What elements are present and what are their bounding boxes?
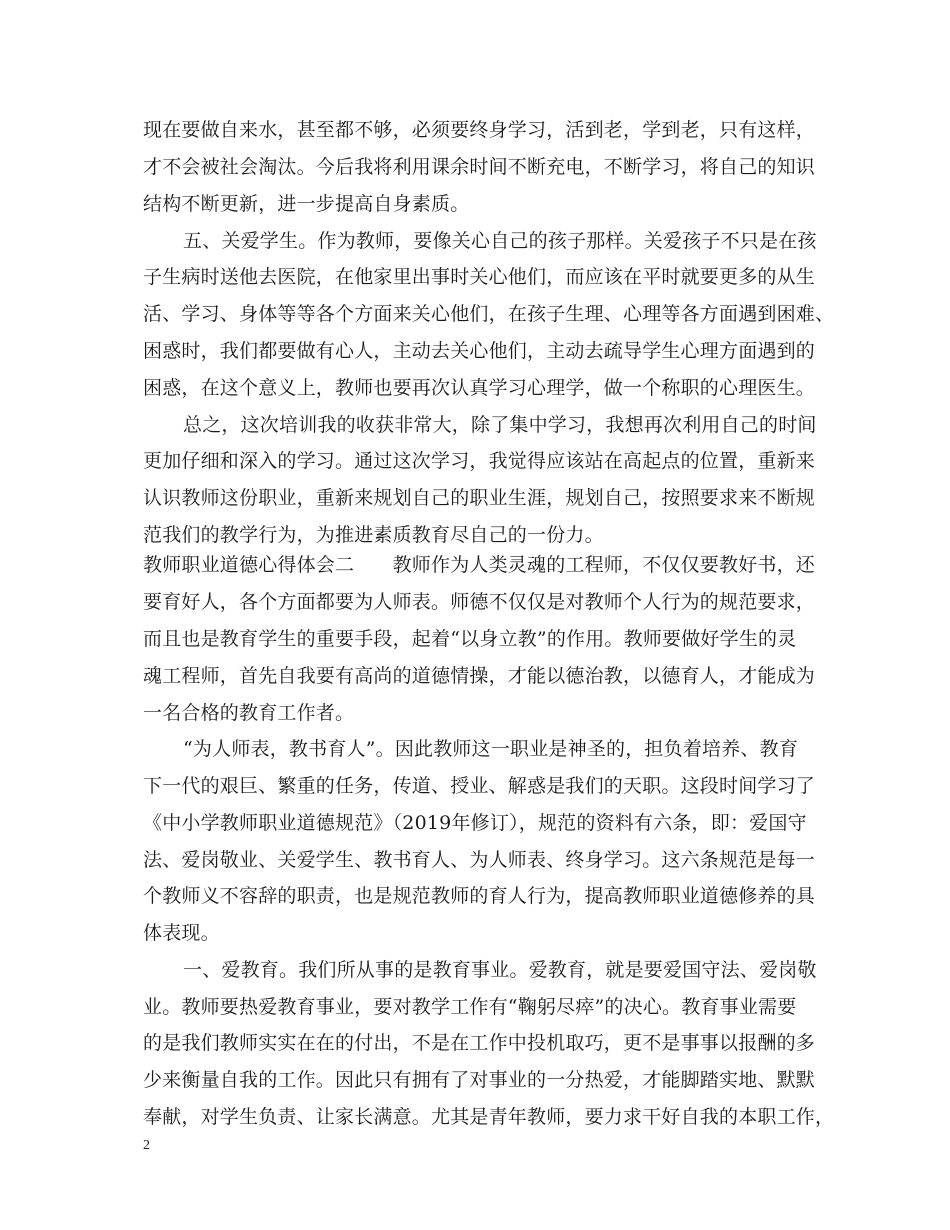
text-line: 才不会被社会淘汰。今后我将利用课余时间不断充电，不断学习，将自己的知识 xyxy=(143,156,816,178)
text-line: 魂工程师，首先自我要有高尚的道德情操，才能以德治教，以德育人，才能成为 xyxy=(143,665,816,687)
text-line: 《中小学教师职业道德规范》（2019年修订），规范的资料有六条，即：爱国守 xyxy=(143,812,807,834)
text-line: 的是我们教师实实在在的付出，不是在工作中投机取巧，更不是事事以报酬的多 xyxy=(143,1032,816,1054)
text-line: 而且也是教育学生的重要手段，起着“以身立教”的作用。教师要做好学生的灵 xyxy=(143,628,797,650)
text-line: 困惑，在这个意义上，教师也要再次认真学习心理学，做一个称职的心理医生。 xyxy=(143,377,816,399)
text-line: “为人师表，教书育人”。因此教师这一职业是神圣的，担负着培养、教育 xyxy=(183,738,799,760)
text-line: 总之，这次培训我的收获非常大，除了集中学习，我想再次利用自己的时间 xyxy=(183,414,817,436)
text-line: 一、爱教育。我们所从事的是教育事业。爱教育，就是要爱国守法、爱岗敬 xyxy=(183,959,817,981)
text-line: 困惑时，我们都要做有心人，主动去关心他们，主动去疏导学生心理方面遇到的 xyxy=(143,340,816,362)
page-number: 2 xyxy=(143,1138,150,1153)
section-title-line: 教师职业道德心得体会二 教师作为人类灵魂的工程师，不仅仅要教好书，还 xyxy=(143,554,816,576)
text-line: 下一代的艰巨、繁重的任务，传道、授业、解惑是我们的天职。这段时间学习了 xyxy=(143,775,816,797)
text-line: 体表现。 xyxy=(143,922,220,944)
text-line: 结构不断更新，进一步提高自身素质。 xyxy=(143,193,470,215)
text-line: 业。教师要热爱教育事业，要对教学工作有“鞠躬尽瘁”的决心。教育事业需要 xyxy=(143,996,797,1018)
text-line: 现在要做自来水，甚至都不够，必须要终身学习，活到老，学到老，只有这样， xyxy=(143,119,816,141)
text-line: 要育好人，各个方面都要为人师表。师德不仅仅是对教师个人行为的规范要求， xyxy=(143,591,816,613)
text-line: 法、爱岗敬业、关爱学生、教书育人、为人师表、终身学习。这六条规范是每一 xyxy=(143,849,816,871)
text-line: 更加仔细和深入的学习。通过这次学习，我觉得应该站在高起点的位置，重新来 xyxy=(143,450,816,472)
text-line: 子生病时送他去医院，在他家里出事时关心他们，而应该在平时就要更多的从生 xyxy=(143,266,816,288)
text-line: 个教师义不容辞的职责，也是规范教师的育人行为，提高教师职业道德修养的具 xyxy=(143,885,816,907)
text-line: 活、学习、身体等等各个方面来关心他们，在孩子生理、心理等各方面遇到困难、 xyxy=(143,303,835,325)
text-line: 认识教师这份职业，重新来规划自己的职业生涯，规划自己，按照要求来不断规 xyxy=(143,487,816,509)
text-line: 范我们的教学行为，为推进素质教育尽自己的一份力。 xyxy=(143,524,604,546)
text-line: 少来衡量自我的工作。因此只有拥有了对事业的一分热爱，才能脚踏实地、默默 xyxy=(143,1069,816,1091)
text-line: 一名合格的教育工作者。 xyxy=(143,702,355,724)
text-line: 奉献，对学生负责、让家长满意。尤其是青年教师，要力求干好自我的本职工作， xyxy=(143,1106,835,1128)
text-line: 五、关爱学生。作为教师，要像关心自己的孩子那样。关爱孩子不只是在孩 xyxy=(183,230,817,252)
